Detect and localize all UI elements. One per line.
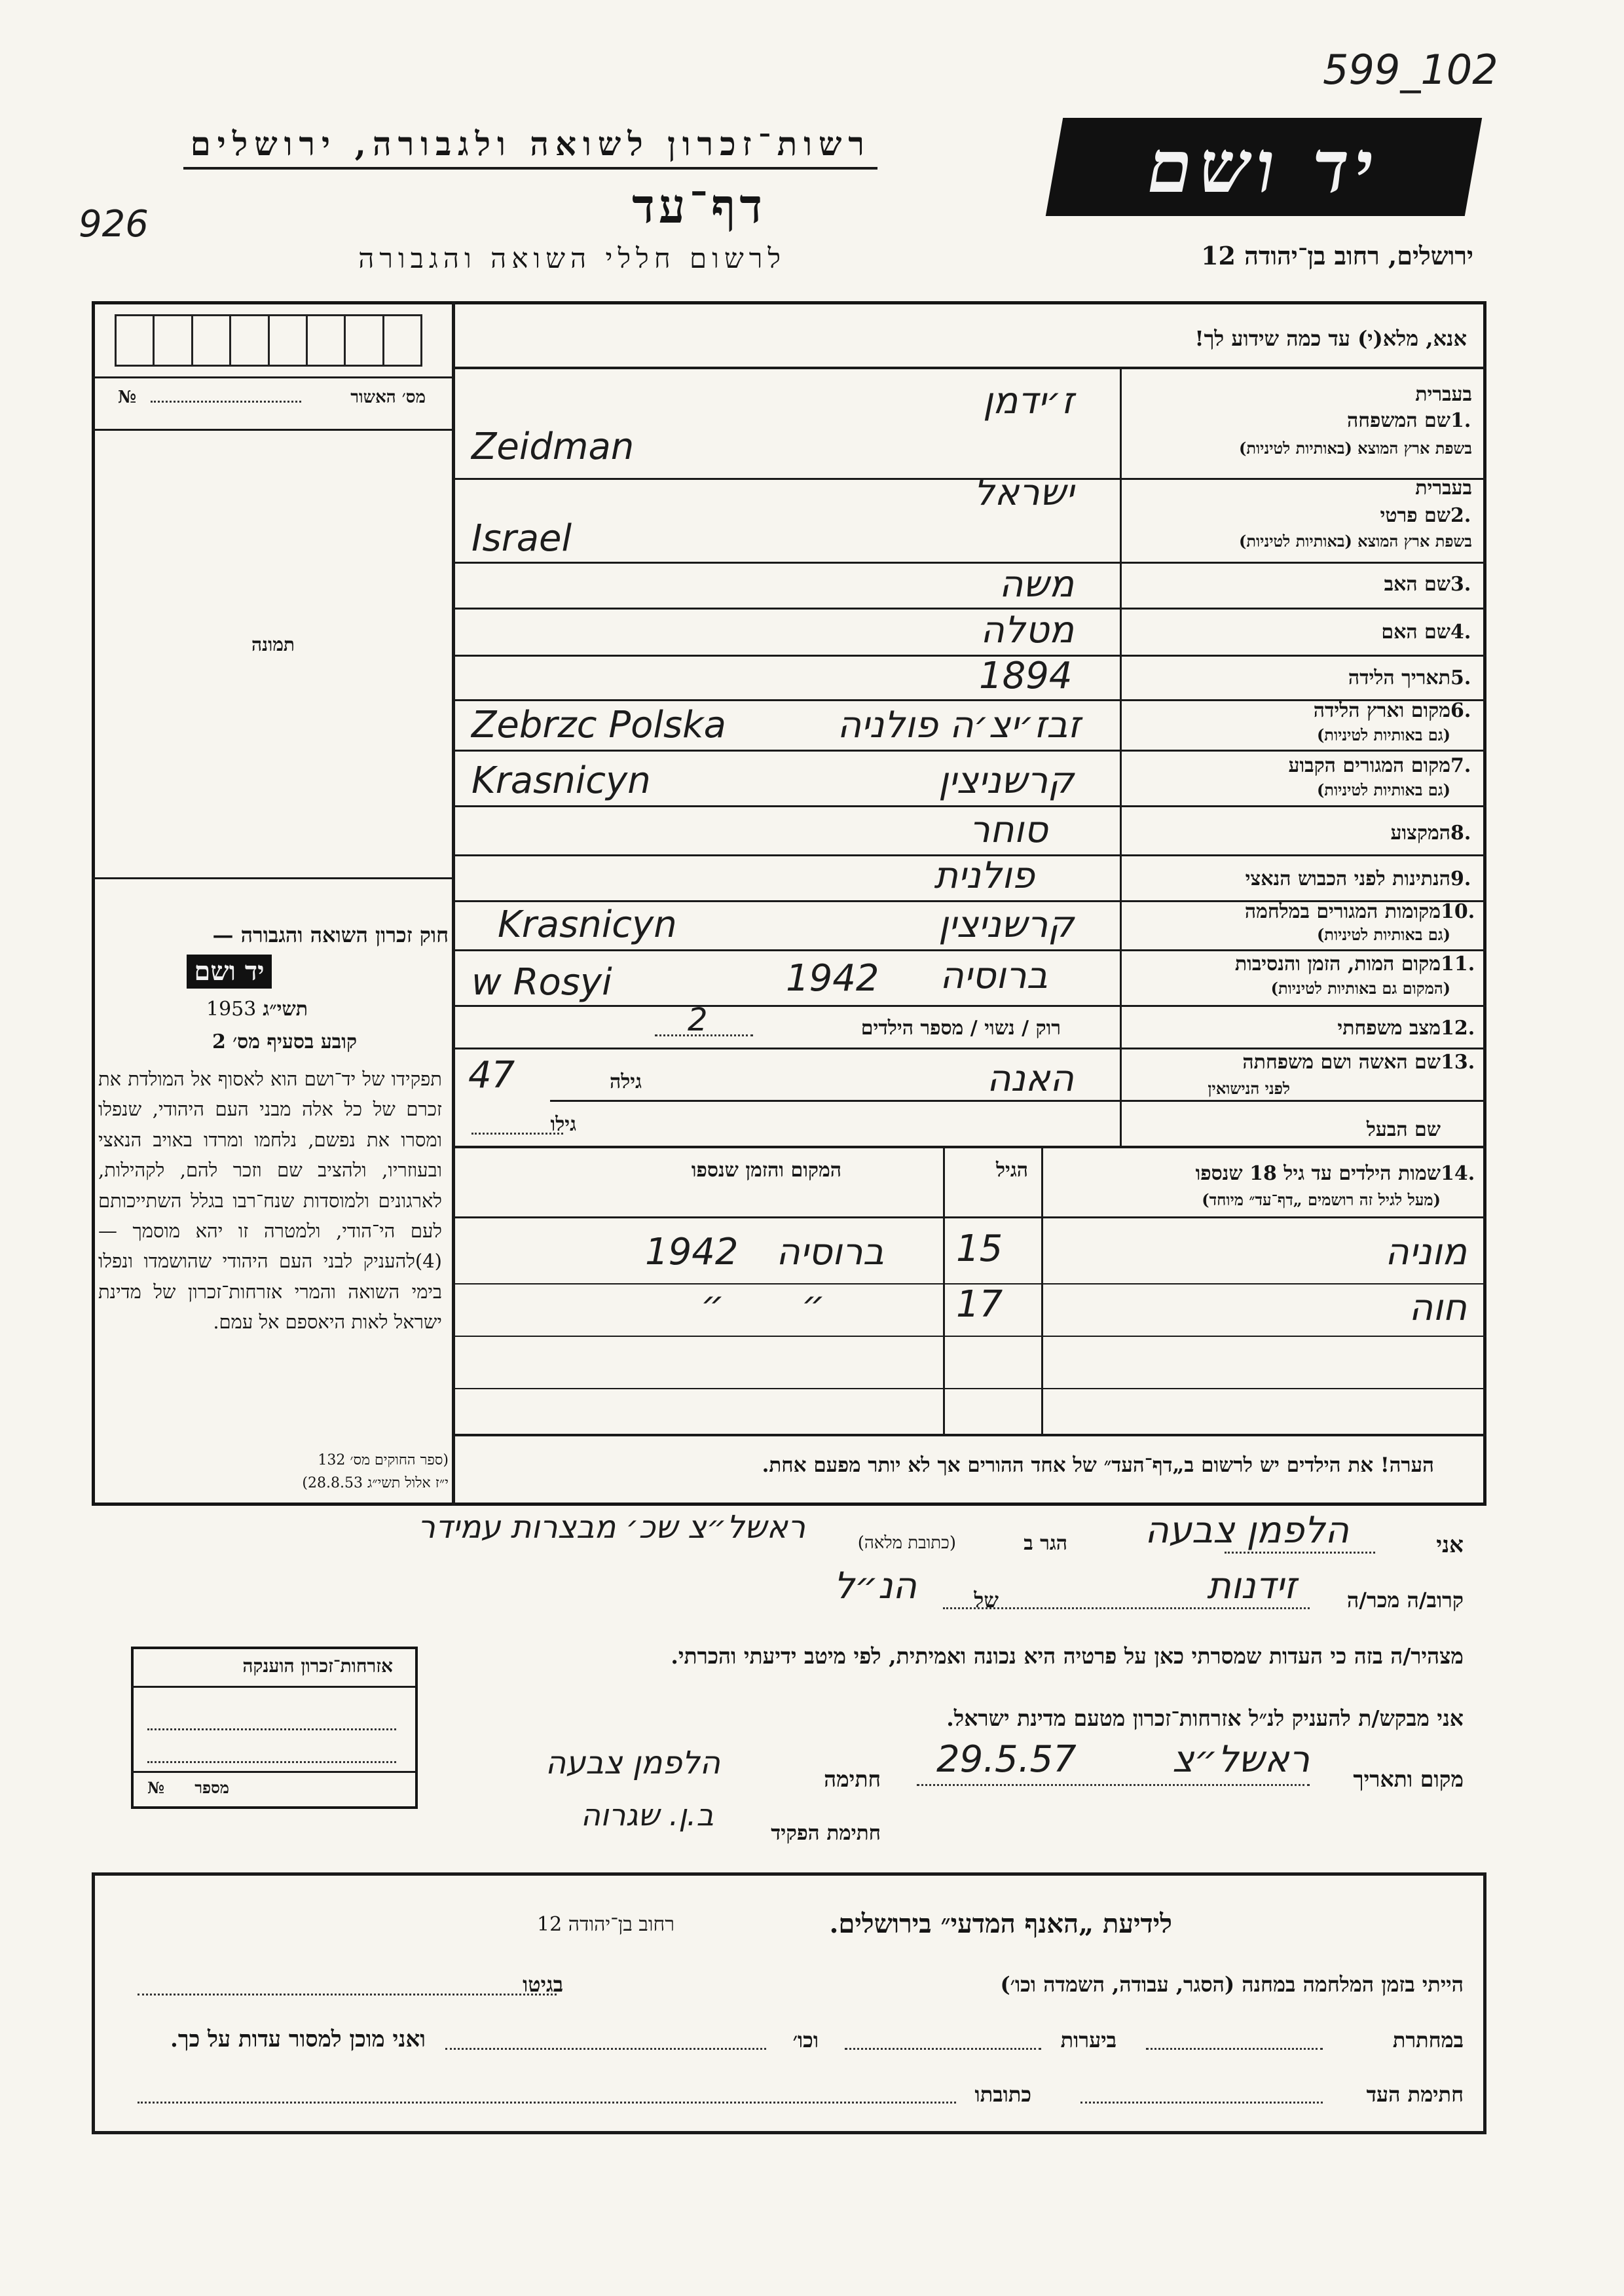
law-text: תפקידו של יד־ושם הוא לאסוף אל המולדת את זכרם של כל אלה מבני העם היהודי, שנפלו ומסרו את נפשם, נלחמו ומרדו באויב הנאצי ובעוזריו, ולהציב שם וזכר להם, לקהילות, לארגונים ולמוסדות שנח־רבו בגלל השתייכותם לעם הי־הודי, ולמטרה זו יהא מוסמך — (4)להעניק לבני העם היהודי שהושמדו ונפלו בימי השואה והמרי אזרחות־זכרון של מדינת ישראל לאות היאספם אל עמם. [98, 1068, 442, 1334]
cert-line-2 [147, 1761, 396, 1763]
row-sep-11 [455, 1005, 1486, 1007]
table-vline-1 [943, 1146, 945, 1434]
footer-witness-sig: חתימת העד [1366, 2082, 1464, 2107]
field3-label: שם האב [1384, 573, 1450, 596]
cert-number-sign: № [147, 1778, 165, 1797]
husband-age-field[interactable] [471, 1133, 563, 1135]
row-sep-2 [455, 562, 1486, 564]
photo-bottom-rule [92, 877, 455, 879]
field14-note: (מעל לגיל זה רושמים „דף־עד״ מיוחד) [1202, 1190, 1441, 1209]
decl-resident: הגר ב [1024, 1532, 1067, 1555]
lang-hebrew-1: בעברית [1415, 383, 1472, 406]
approval-label: מס׳ האשור [350, 388, 426, 407]
footer-camp-line: הייתי בזמן המלחמה במחנה (הסגר, עבודה, השמדה וכו׳) [1000, 1972, 1464, 1997]
field3-value[interactable]: משה [999, 563, 1074, 606]
field11-num: 11. [1441, 953, 1475, 975]
row-sep-3 [455, 608, 1486, 610]
footer-etc-field[interactable] [445, 2048, 766, 2050]
certificate-title: אזרחות־זכרון הוענקה [242, 1655, 393, 1677]
row-sep-7 [455, 805, 1486, 807]
footer-forests-field[interactable] [845, 2048, 1041, 2050]
field3-num: 3. [1450, 573, 1471, 596]
field12-options: רוק / נשוי / מספר הילדים [860, 1017, 1061, 1040]
cert-title-rule [131, 1686, 415, 1688]
col-age-header: הגיל [995, 1159, 1028, 1182]
field8-value[interactable]: סוחר [969, 809, 1048, 851]
field1-label: שם המשפחה [1346, 409, 1450, 432]
decl-name[interactable]: הלפמן צבעה [1145, 1509, 1349, 1552]
wife-rule [550, 1100, 1486, 1102]
archive-number: 599_102 [1323, 46, 1498, 94]
field9-num: 9. [1450, 867, 1471, 890]
case-number: 926 [79, 203, 149, 246]
field10-hebrew[interactable]: קרשניצין [938, 903, 1074, 946]
official-signature[interactable]: ב.ן. שגרוה [580, 1797, 714, 1832]
field5-value[interactable]: 1894 [979, 655, 1073, 697]
footer-top-rule [92, 1872, 1486, 1876]
decl-place-date-line [917, 1784, 1310, 1786]
field13-wife[interactable]: האנה [986, 1057, 1074, 1100]
field6-latin[interactable]: Zebrzc Polska [471, 704, 726, 746]
table-header-rule [455, 1216, 1486, 1218]
child-2-name[interactable]: חוה [1409, 1286, 1467, 1329]
field7-latin[interactable]: Krasnicyn [471, 759, 651, 802]
table-row-rule-2 [455, 1336, 1486, 1337]
field11-year[interactable]: 1942 [786, 957, 879, 1000]
photo-top-rule [92, 429, 455, 431]
approval-boxes [115, 314, 422, 367]
field7-hebrew[interactable]: קרשניצין [938, 759, 1074, 802]
lang-origin-2: בשפת ארץ המוצא (באותיות לטיניות) [1239, 532, 1472, 551]
decl-statement: מצהיר/ה בזה כי העדות שמסרתי כאן על פרטיה היא נכונה ואמיתית, לפי מיטב ידיעתי והכרתי. [671, 1643, 1464, 1669]
field8-num: 8. [1450, 822, 1471, 845]
decl-date[interactable]: 29.5.57 [936, 1738, 1077, 1781]
decl-address-hint: (כתובת מלאה) [857, 1533, 956, 1553]
field4-num: 4. [1450, 621, 1471, 644]
field2-label: שם פרטי [1380, 504, 1450, 527]
column-divider [452, 301, 455, 1506]
footer-forests: ביערות [1060, 2028, 1116, 2052]
child-1-place[interactable]: ברוסיה [776, 1231, 884, 1273]
cert-number-label: מספר [194, 1778, 229, 1797]
footer-witness-address-field[interactable] [138, 2102, 956, 2104]
field1-num: 1. [1450, 409, 1471, 432]
field6-num: 6. [1450, 699, 1471, 722]
law-ref-2: י״ז אלול תשי״ג 28.8.53) [302, 1475, 449, 1491]
row-sep-10 [455, 949, 1486, 951]
instruction: אנא, מלא(י) עד כמה שידוע לך! [1194, 326, 1467, 351]
field11-label: מקום המות, הזמן והנסיבות [1234, 953, 1441, 975]
instruction-rule [455, 367, 1486, 369]
decl-ani: אני [1436, 1532, 1464, 1558]
table-bottom-rule [455, 1434, 1486, 1436]
footer-etc: וכו׳ [792, 2028, 819, 2052]
footer-witness-sig-field[interactable] [1080, 2102, 1323, 2104]
field10-note: (גם באותיות לטיניות) [1316, 925, 1450, 944]
footer-title: לידיעת „האנף המדעי״ בירושלים. [829, 1908, 1172, 1939]
footer-underground-field[interactable] [1146, 2048, 1323, 2050]
footer-bottom-rule [92, 2131, 1486, 2134]
cert-number-rule [131, 1771, 415, 1773]
decl-address[interactable]: ראשל״צ שכ׳ מבצרות עמידר [417, 1509, 805, 1546]
field12-label: מצב משפחתי [1337, 1017, 1441, 1040]
approval-rule [92, 376, 455, 378]
cert-line-1 [147, 1728, 396, 1730]
field12-children[interactable]: 2 [688, 1002, 708, 1038]
footer-address: רחוב בן־יהודה 12 [537, 1913, 674, 1936]
photo-label: תמונה [251, 634, 295, 655]
child-2-year[interactable]: ״ [701, 1283, 725, 1326]
decl-request: אני מבקש/ת להעניק לנ״ל אזרחות־זכרון מטעם מדינת ישראל. [946, 1705, 1464, 1731]
field10-label: מקומות המגורים במלחמה [1244, 900, 1441, 923]
field14-num: 14. [1441, 1162, 1475, 1185]
field11-note: (המקום גם באותיות לטיניות) [1270, 979, 1450, 998]
footer-right-rule [1483, 1872, 1486, 2134]
field13-label: שם האשה ושם משפחתה [1242, 1051, 1441, 1074]
field6-label: מקום וארץ הלידה [1313, 699, 1450, 722]
field10-num: 10. [1441, 900, 1475, 923]
law-year-heb: תשי״ג [263, 998, 308, 1021]
header-address: ירושלים, רחוב בן־יהודה 12 [1201, 241, 1473, 270]
field13-note: לפני הנישואין [1208, 1079, 1290, 1098]
child-2-age[interactable]: 17 [956, 1283, 1003, 1326]
footer-witness-address: כתובתו [974, 2082, 1031, 2107]
label-divider [1120, 367, 1122, 1146]
field12-num: 12. [1441, 1017, 1475, 1040]
row-sep-6 [455, 750, 1486, 752]
decl-relative-label: קרוב/ה מכר/ה [1346, 1588, 1464, 1613]
field8-label: המקצוע [1390, 822, 1450, 845]
field7-num: 7. [1450, 754, 1471, 777]
footer-underground: במחתרת [1392, 2028, 1464, 2052]
law-title: חוק זכרון השואה והגבורה — [212, 922, 449, 947]
decl-signature-label: חתימה [824, 1766, 881, 1792]
official-sig-label: חתימת הפקיד [771, 1821, 881, 1845]
field9-label: הנתינות לפני הכבוש הנאצי [1245, 867, 1450, 890]
field13-age[interactable]: 47 [468, 1054, 515, 1097]
field5-label: תאריך הלידה [1348, 666, 1450, 689]
child-2-place[interactable]: ״ [801, 1283, 825, 1326]
law-ref-1: (ספר החוקים מס׳ 132 [318, 1452, 449, 1468]
col-place-header: המקום והזמן שנספו [691, 1159, 841, 1182]
field1-hebrew[interactable]: ז׳ידמן [982, 380, 1074, 422]
husband-label: שם הבעל [1366, 1118, 1441, 1141]
law-year: 1953 [206, 998, 257, 1021]
field4-label: שם האם [1381, 621, 1450, 644]
decl-relation[interactable]: זידנות [1207, 1565, 1297, 1607]
field5-num: 5. [1450, 666, 1471, 689]
field6-note: (גם באותיות לטיניות) [1316, 725, 1450, 744]
table-vline-2 [1041, 1146, 1043, 1434]
field7-label: מקום המגורים הקבוע [1288, 754, 1450, 777]
org-underline [183, 167, 877, 170]
decl-name-line [1225, 1552, 1375, 1554]
field2-num: 2. [1450, 504, 1471, 527]
field7-note: (גם באותיות לטיניות) [1316, 780, 1450, 799]
field9-value[interactable]: פולנית [934, 854, 1035, 897]
footer-ghetto-field[interactable] [138, 1994, 557, 1995]
field4-value[interactable]: מטלה [980, 609, 1074, 651]
form-title: דף־עד [632, 178, 766, 234]
child-1-year[interactable]: 1942 [645, 1231, 739, 1273]
footer-ready: ואני מוכן למסור עדות על כך. [170, 2026, 426, 2052]
decl-place[interactable]: ראשל״צ [1172, 1738, 1310, 1781]
field13-num: 13. [1441, 1051, 1475, 1074]
field10-latin[interactable]: Krasnicyn [498, 903, 677, 946]
law-logo: יד ושם [187, 955, 272, 989]
field14-label: שמות הילדים עד גיל 18 שנספו [1195, 1162, 1441, 1185]
husband-age-label: גילו [550, 1113, 576, 1136]
footer-ghetto: בגיטו [523, 1972, 563, 1997]
field1-latin[interactable]: Zeidman [471, 426, 635, 468]
remark: הערה! את הילדים יש לרשום ב„דף־העד״ של אחד ההורים אך לא יותר מפעם אחת. [762, 1453, 1434, 1477]
row-sep-12 [455, 1048, 1486, 1049]
child-1-age[interactable]: 15 [956, 1228, 1003, 1270]
row-sep-13 [455, 1146, 1486, 1148]
form-subtitle: לרשום חללי השואה והגבורה [358, 242, 786, 274]
decl-signature[interactable]: הלפמן צבעה [545, 1745, 720, 1781]
decl-of-name[interactable]: הנ״ל [834, 1565, 917, 1607]
field6-hebrew[interactable]: זבז׳יצ׳ה פולניה [837, 704, 1080, 746]
decl-place-date-label: מקום ותאריך [1353, 1766, 1464, 1792]
law-section: קובע בסעיף מס׳ 2 [212, 1030, 357, 1053]
table-row-rule-3 [455, 1388, 1486, 1389]
field13-age-label: גילה [609, 1070, 642, 1093]
row-sep-1 [455, 478, 1486, 480]
field11-latin[interactable]: w Rosyi [471, 961, 612, 1004]
row-sep-4 [455, 655, 1486, 657]
decl-of-label: של [974, 1588, 999, 1613]
field11-hebrew[interactable]: ברוסיה [940, 955, 1048, 997]
approval-number-field[interactable] [151, 401, 301, 403]
child-1-name[interactable]: מוניה [1385, 1231, 1467, 1273]
lang-origin-1: בשפת ארץ המוצא (באותיות לטיניות) [1239, 439, 1472, 458]
field2-latin[interactable]: Israel [471, 517, 572, 560]
lang-hebrew-2: בעברית [1415, 477, 1472, 500]
org-name: רשות־זכרון לשואה ולגבורה, ירושלים [190, 124, 871, 163]
field2-hebrew[interactable]: ישראל [973, 471, 1074, 514]
yad-vashem-logo: יד ושם [1046, 118, 1482, 216]
approval-number-sign: № [118, 388, 137, 407]
footer-left-rule [92, 1872, 95, 2134]
